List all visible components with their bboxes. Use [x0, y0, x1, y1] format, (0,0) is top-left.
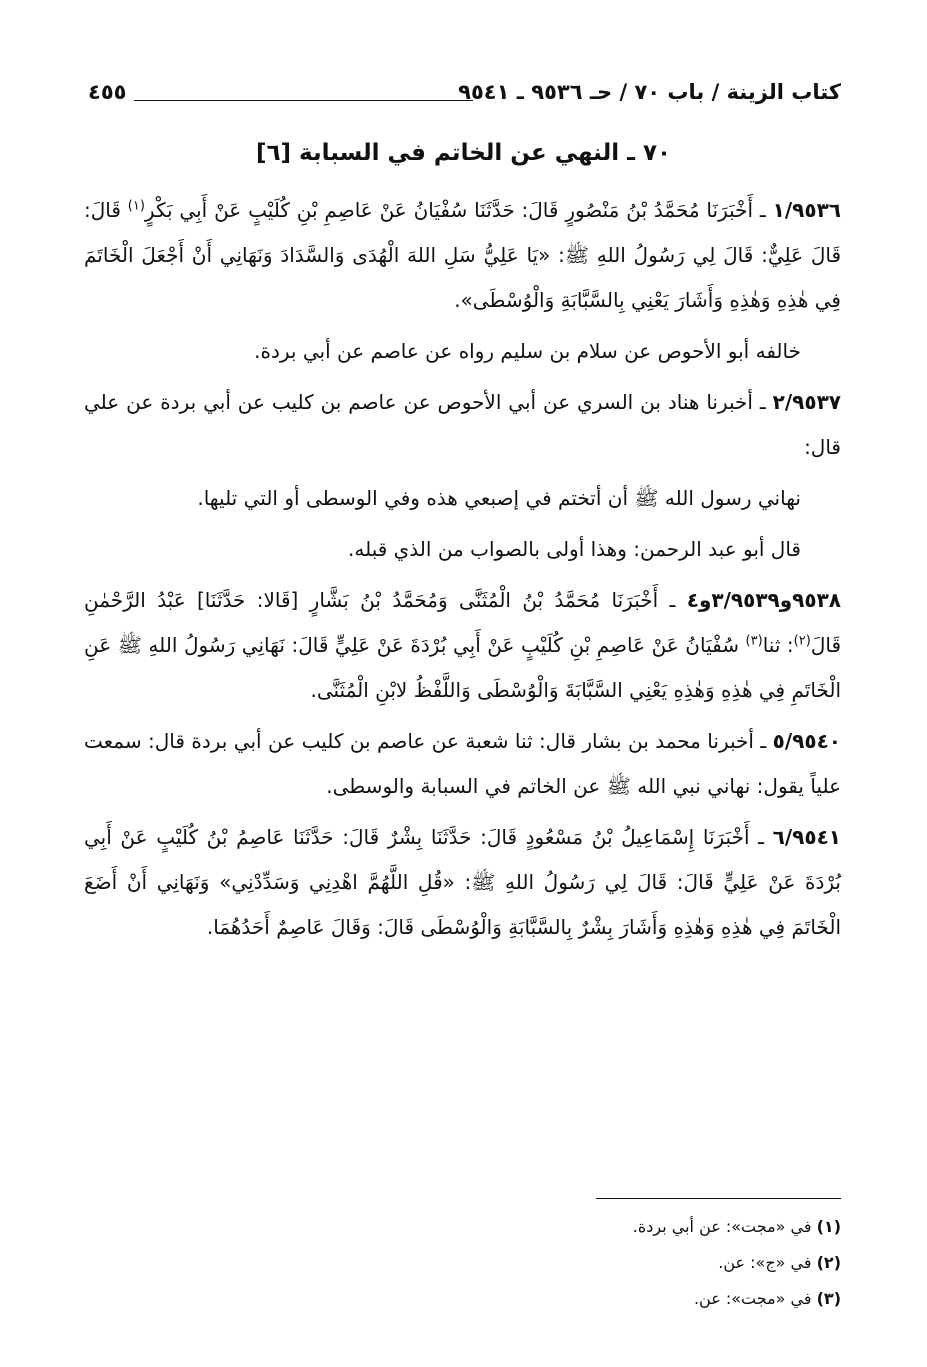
hadith-text: : ثنا — [762, 633, 794, 657]
footnote-text: في «مجت»: عن. — [693, 1289, 817, 1308]
hadith-9537 — [84, 380, 841, 470]
hadith-9540 — [84, 719, 841, 809]
chapter-title: ٧٠ ـ النهي عن الخاتم في السبابة [٦] — [255, 140, 672, 166]
hadith-number: ٩٥٣٨و٣/٩٥٣٩و٤ — [686, 588, 841, 612]
footnote — [88, 1209, 841, 1245]
footnote-rule — [596, 1198, 841, 1199]
hadith-number: ٥/٩٥٤٠ — [772, 729, 841, 753]
hadith-9536 — [84, 188, 841, 323]
hadith-9541 — [84, 815, 841, 950]
footnote-marker: (٢) — [816, 1253, 841, 1272]
footnote — [88, 1281, 841, 1317]
footnote-text: في «ج»: عن. — [718, 1253, 817, 1272]
hadith-text: ـ أخبرنا محمد بن بشار قال: ثنا شعبة عن عاصم بن كليب عن أبي بردة قال: سمعت علياً يقول: نهاني نبي الله ﷺ عن الخاتم في السبابة والوسطى. — [84, 729, 841, 798]
page-number: ٤٥٥ — [88, 80, 127, 104]
hadith-matn: نهاني رسول الله ﷺ أن أتختم في إصبعي هذه وفي الوسطى أو التي تليها. — [197, 486, 801, 510]
running-header — [88, 80, 841, 110]
hadith-text: قَالَ: قَالَ عَلِيٌّ: قَالَ لِي رَسُولُ اللهِ ﷺ: «يَا عَلِيُّ سَلِ اللهَ الْهُدَى وَالسَّدَادَ وَنَهَانِي أَنْ أَجْعَلَ الْخَاتَمَ فِي هٰذِهِ وَهٰذِهِ وَأَشَارَ يَعْنِي بِالسَّبَّابَةِ وَالْوُسْطَى». — [84, 198, 841, 312]
footnote-text: في «مجت»: عن أبي بردة. — [632, 1217, 817, 1236]
footnote-marker: (٣) — [816, 1289, 841, 1308]
hadith-text: ـ أَخْبَرَنَا مُحَمَّدُ بْنُ الْمُثَنَّى وَمُحَمَّدُ بْنُ بَشَّارٍ [قَالا: حَدَّثَنَا] عَبْدُ الرَّحْمٰنِ قَالَ — [84, 588, 841, 657]
running-title: كتاب الزينة / باب ٧٠ / حـ ٩٥٣٦ ـ ٩٥٤١ — [458, 80, 841, 104]
page-body — [84, 188, 841, 956]
footnote — [88, 1245, 841, 1281]
hadith-number: ٦/٩٥٤١ — [772, 825, 841, 849]
hadith-text: ـ أَخْبَرَنَا مُحَمَّدُ بْنُ مَنْصُورٍ قَالَ: حَدَّثَنَا سُفْيَانُ عَنْ عَاصِمِ بْنِ كُلَيْبٍ عَنْ أَبِي بَكْرٍ — [144, 198, 773, 222]
header-rule — [134, 100, 473, 101]
hadith-number: ١/٩٥٣٦ — [772, 198, 841, 222]
commentary-paragraph: خالفه أبو الأحوص عن سلام بن سليم رواه عن عاصم عن أبي بردة. — [254, 339, 801, 363]
footnote-ref: (٣) — [745, 633, 763, 649]
commentary-paragraph: قال أبو عبد الرحمن: وهذا أولى بالصواب من الذي قبله. — [348, 537, 801, 561]
footnote-marker: (١) — [816, 1217, 841, 1236]
hadith-text: سُفْيَانُ عَنْ عَاصِمِ بْنِ كُلَيْبٍ عَنْ أَبِي بُرْدَةَ عَنْ عَلِيٍّ قَالَ: نَهَانِي رَسُولُ اللهِ ﷺ عَنِ الْخَاتَمِ فِي هٰذِهِ وَهٰذِهِ يَعْنِي السَّبَّابَةَ وَالْوُسْطَى وَاللَّفْظُ لابْنِ الْمُثَنَّى. — [84, 633, 841, 702]
hadith-text: ـ أَخْبَرَنَا إِسْمَاعِيلُ بْنُ مَسْعُودٍ قَالَ: حَدَّثَنَا بِشْرٌ قَالَ: حَدَّثَنَا عَاصِمُ بْنُ كُلَيْبٍ عَنْ أَبِي بُرْدَةَ عَنْ عَلِيٍّ قَالَ: قَالَ لِي رَسُولُ اللهِ ﷺ: «قُلِ اللَّهُمَّ اهْدِنِي وَسَدِّدْنِي» وَنَهَانِي أَنْ أَضَعَ الْخَاتَمَ فِي هٰذِهِ وَهٰذِهِ وَأَشَارَ بِشْرٌ بِالسَّبَّابَةِ وَالْوُسْطَى قَالَ: وَقَالَ عَاصِمٌ أَحَدُهُمَا. — [84, 825, 841, 939]
hadith-9538-9539 — [84, 578, 841, 713]
hadith-number: ٢/٩٥٣٧ — [772, 390, 841, 414]
footnote-ref: (٢) — [793, 633, 811, 649]
hadith-text: ـ أخبرنا هناد بن السري عن أبي الأحوص عن عاصم بن كليب عن أبي بردة عن علي قال: — [84, 390, 841, 459]
footnotes — [88, 1198, 841, 1317]
footnote-ref: (١) — [127, 198, 145, 214]
